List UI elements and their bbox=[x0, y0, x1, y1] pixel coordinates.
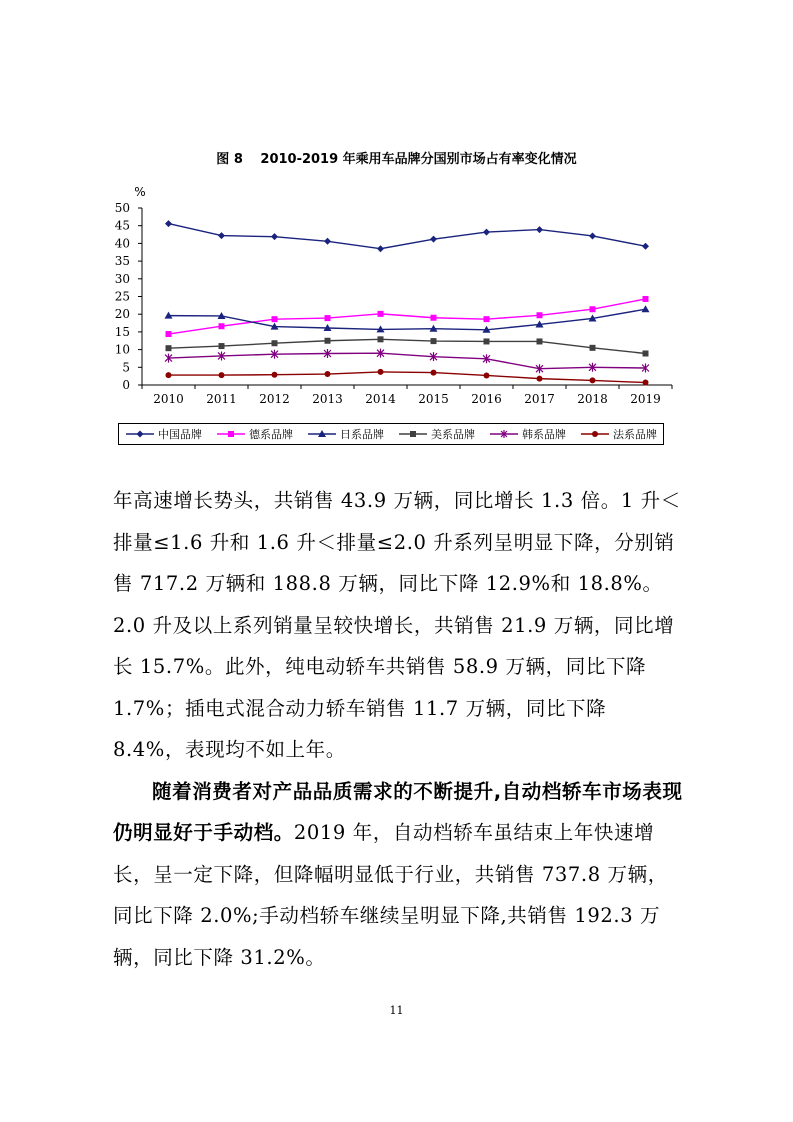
series-line-5 bbox=[169, 353, 646, 369]
x-tick-label: 2012 bbox=[259, 392, 290, 406]
series-1-point bbox=[642, 243, 649, 250]
series-2-point bbox=[378, 311, 384, 317]
y-tick-label: 30 bbox=[114, 271, 130, 286]
y-tick-label: 20 bbox=[114, 307, 130, 322]
paragraph-2-lead: 随着消费者对产品品质需求的不断提升,自动档轿车市场表现仍明显好于手动档。 bbox=[113, 779, 683, 844]
legend-label: 韩系品牌 bbox=[522, 428, 566, 441]
series-3-point bbox=[642, 305, 650, 312]
page-number: 11 bbox=[389, 1004, 404, 1017]
series-line-4 bbox=[169, 339, 646, 353]
series-2-point bbox=[590, 306, 596, 312]
chart-legend bbox=[118, 423, 664, 445]
y-tick-label: 5 bbox=[122, 360, 130, 375]
series-6-point bbox=[484, 372, 490, 378]
y-tick-label: 45 bbox=[114, 218, 130, 233]
series-1-point bbox=[589, 232, 596, 239]
x-tick-label: 2011 bbox=[206, 392, 237, 406]
legend-swatch bbox=[216, 429, 246, 439]
series-2-point bbox=[431, 315, 437, 321]
series-1-point bbox=[218, 232, 225, 239]
legend-swatch bbox=[489, 429, 519, 439]
y-tick-label: 25 bbox=[114, 289, 130, 304]
series-4-point bbox=[219, 343, 225, 349]
legend-label: 德系品牌 bbox=[249, 428, 293, 441]
series-2-point bbox=[166, 331, 172, 337]
legend-item bbox=[125, 426, 202, 442]
series-line-6 bbox=[169, 372, 646, 383]
y-tick-label: 50 bbox=[114, 201, 130, 215]
legend-swatch bbox=[125, 429, 155, 439]
paragraph-1: 年高速增长势头，共销售 43.9 万辆，同比增长 1.3 倍。1 升＜排量≤1.6 升和 1.6 升＜排量≤2.0 升系列呈明显下降，分别销售 717.2 万辆和 188.8 万辆，同比下降 12.9%和 18.8%。2.0 升及以上系列销量呈较快增长，共销售 21.9 万辆，同比增长 15.7%。此外，纯电动轿车共销售 58.9 万辆，同比下降 1.7%；插电式混合动力轿车销售 11.7 万辆，同比下降 8.4%，表现均不如上年。 bbox=[113, 489, 681, 761]
series-4-point bbox=[590, 345, 596, 351]
series-6-point bbox=[590, 377, 596, 383]
series-6-point bbox=[537, 376, 543, 382]
x-tick-label: 2018 bbox=[577, 392, 608, 406]
y-tick-label: 35 bbox=[114, 254, 130, 269]
legend-swatch bbox=[580, 429, 610, 439]
legend-label: 美系品牌 bbox=[431, 428, 475, 441]
series-1-point bbox=[536, 226, 543, 233]
legend-swatch bbox=[307, 429, 337, 439]
series-line-3 bbox=[169, 309, 646, 330]
series-1-point bbox=[483, 229, 490, 236]
series-6-point bbox=[431, 370, 437, 376]
series-6-point bbox=[219, 372, 225, 378]
legend-label: 日系品牌 bbox=[340, 428, 384, 441]
legend-item bbox=[580, 426, 657, 442]
series-4-point bbox=[166, 345, 172, 351]
y-unit-label: % bbox=[134, 185, 146, 199]
series-4-point bbox=[325, 338, 331, 344]
y-tick-label: 10 bbox=[114, 342, 130, 357]
legend-item bbox=[307, 426, 384, 442]
series-2-point bbox=[325, 315, 331, 321]
series-4-point bbox=[378, 336, 384, 342]
x-tick-label: 2010 bbox=[153, 392, 184, 406]
legend-item bbox=[398, 426, 475, 442]
legend-label: 中国品牌 bbox=[158, 428, 202, 441]
legend-item bbox=[216, 426, 293, 442]
paragraph-2-rest: 2019 年，自动档轿车虽结束上年快速增长，呈一定下降，但降幅明显低于行业，共销售 737.8 万辆，同比下降 2.0%;手动档轿车继续呈明显下降,共销售 192.3 万辆，同比下降 31.2%。 bbox=[113, 821, 668, 969]
series-line-1 bbox=[169, 224, 646, 249]
series-2-point bbox=[272, 316, 278, 322]
figure-title: 图 8 2010-2019 年乘用车品牌分国别市场占有率变化情况 bbox=[216, 152, 577, 167]
series-6-point bbox=[166, 372, 172, 378]
series-2-point bbox=[219, 323, 225, 329]
series-4-point bbox=[431, 338, 437, 344]
y-tick-label: 40 bbox=[114, 236, 130, 251]
series-2-point bbox=[643, 296, 649, 302]
x-tick-label: 2013 bbox=[312, 392, 343, 406]
series-4-point bbox=[484, 338, 490, 344]
series-1-point bbox=[377, 245, 384, 252]
legend-label: 法系品牌 bbox=[613, 428, 657, 441]
series-2-point bbox=[484, 316, 490, 322]
series-4-point bbox=[272, 340, 278, 346]
series-6-point bbox=[378, 369, 384, 375]
x-tick-label: 2016 bbox=[471, 392, 502, 406]
series-1-point bbox=[271, 233, 278, 240]
x-tick-label: 2014 bbox=[365, 392, 396, 406]
y-tick-label: 0 bbox=[122, 378, 130, 392]
market-share-line-chart bbox=[0, 175, 793, 420]
series-1-point bbox=[324, 238, 331, 245]
series-4-point bbox=[537, 338, 543, 344]
x-tick-label: 2019 bbox=[630, 392, 661, 406]
series-6-point bbox=[643, 380, 649, 386]
series-1-point bbox=[165, 220, 172, 227]
series-1-point bbox=[430, 236, 437, 243]
legend-item bbox=[489, 426, 566, 442]
paragraph-2 bbox=[113, 771, 683, 979]
series-4-point bbox=[643, 350, 649, 356]
x-tick-label: 2017 bbox=[524, 392, 555, 406]
series-6-point bbox=[325, 371, 331, 377]
legend-swatch bbox=[398, 429, 428, 439]
y-tick-label: 15 bbox=[114, 324, 130, 339]
x-tick-label: 2015 bbox=[418, 392, 449, 406]
series-6-point bbox=[272, 372, 278, 378]
series-2-point bbox=[537, 312, 543, 318]
body-text bbox=[113, 480, 683, 978]
